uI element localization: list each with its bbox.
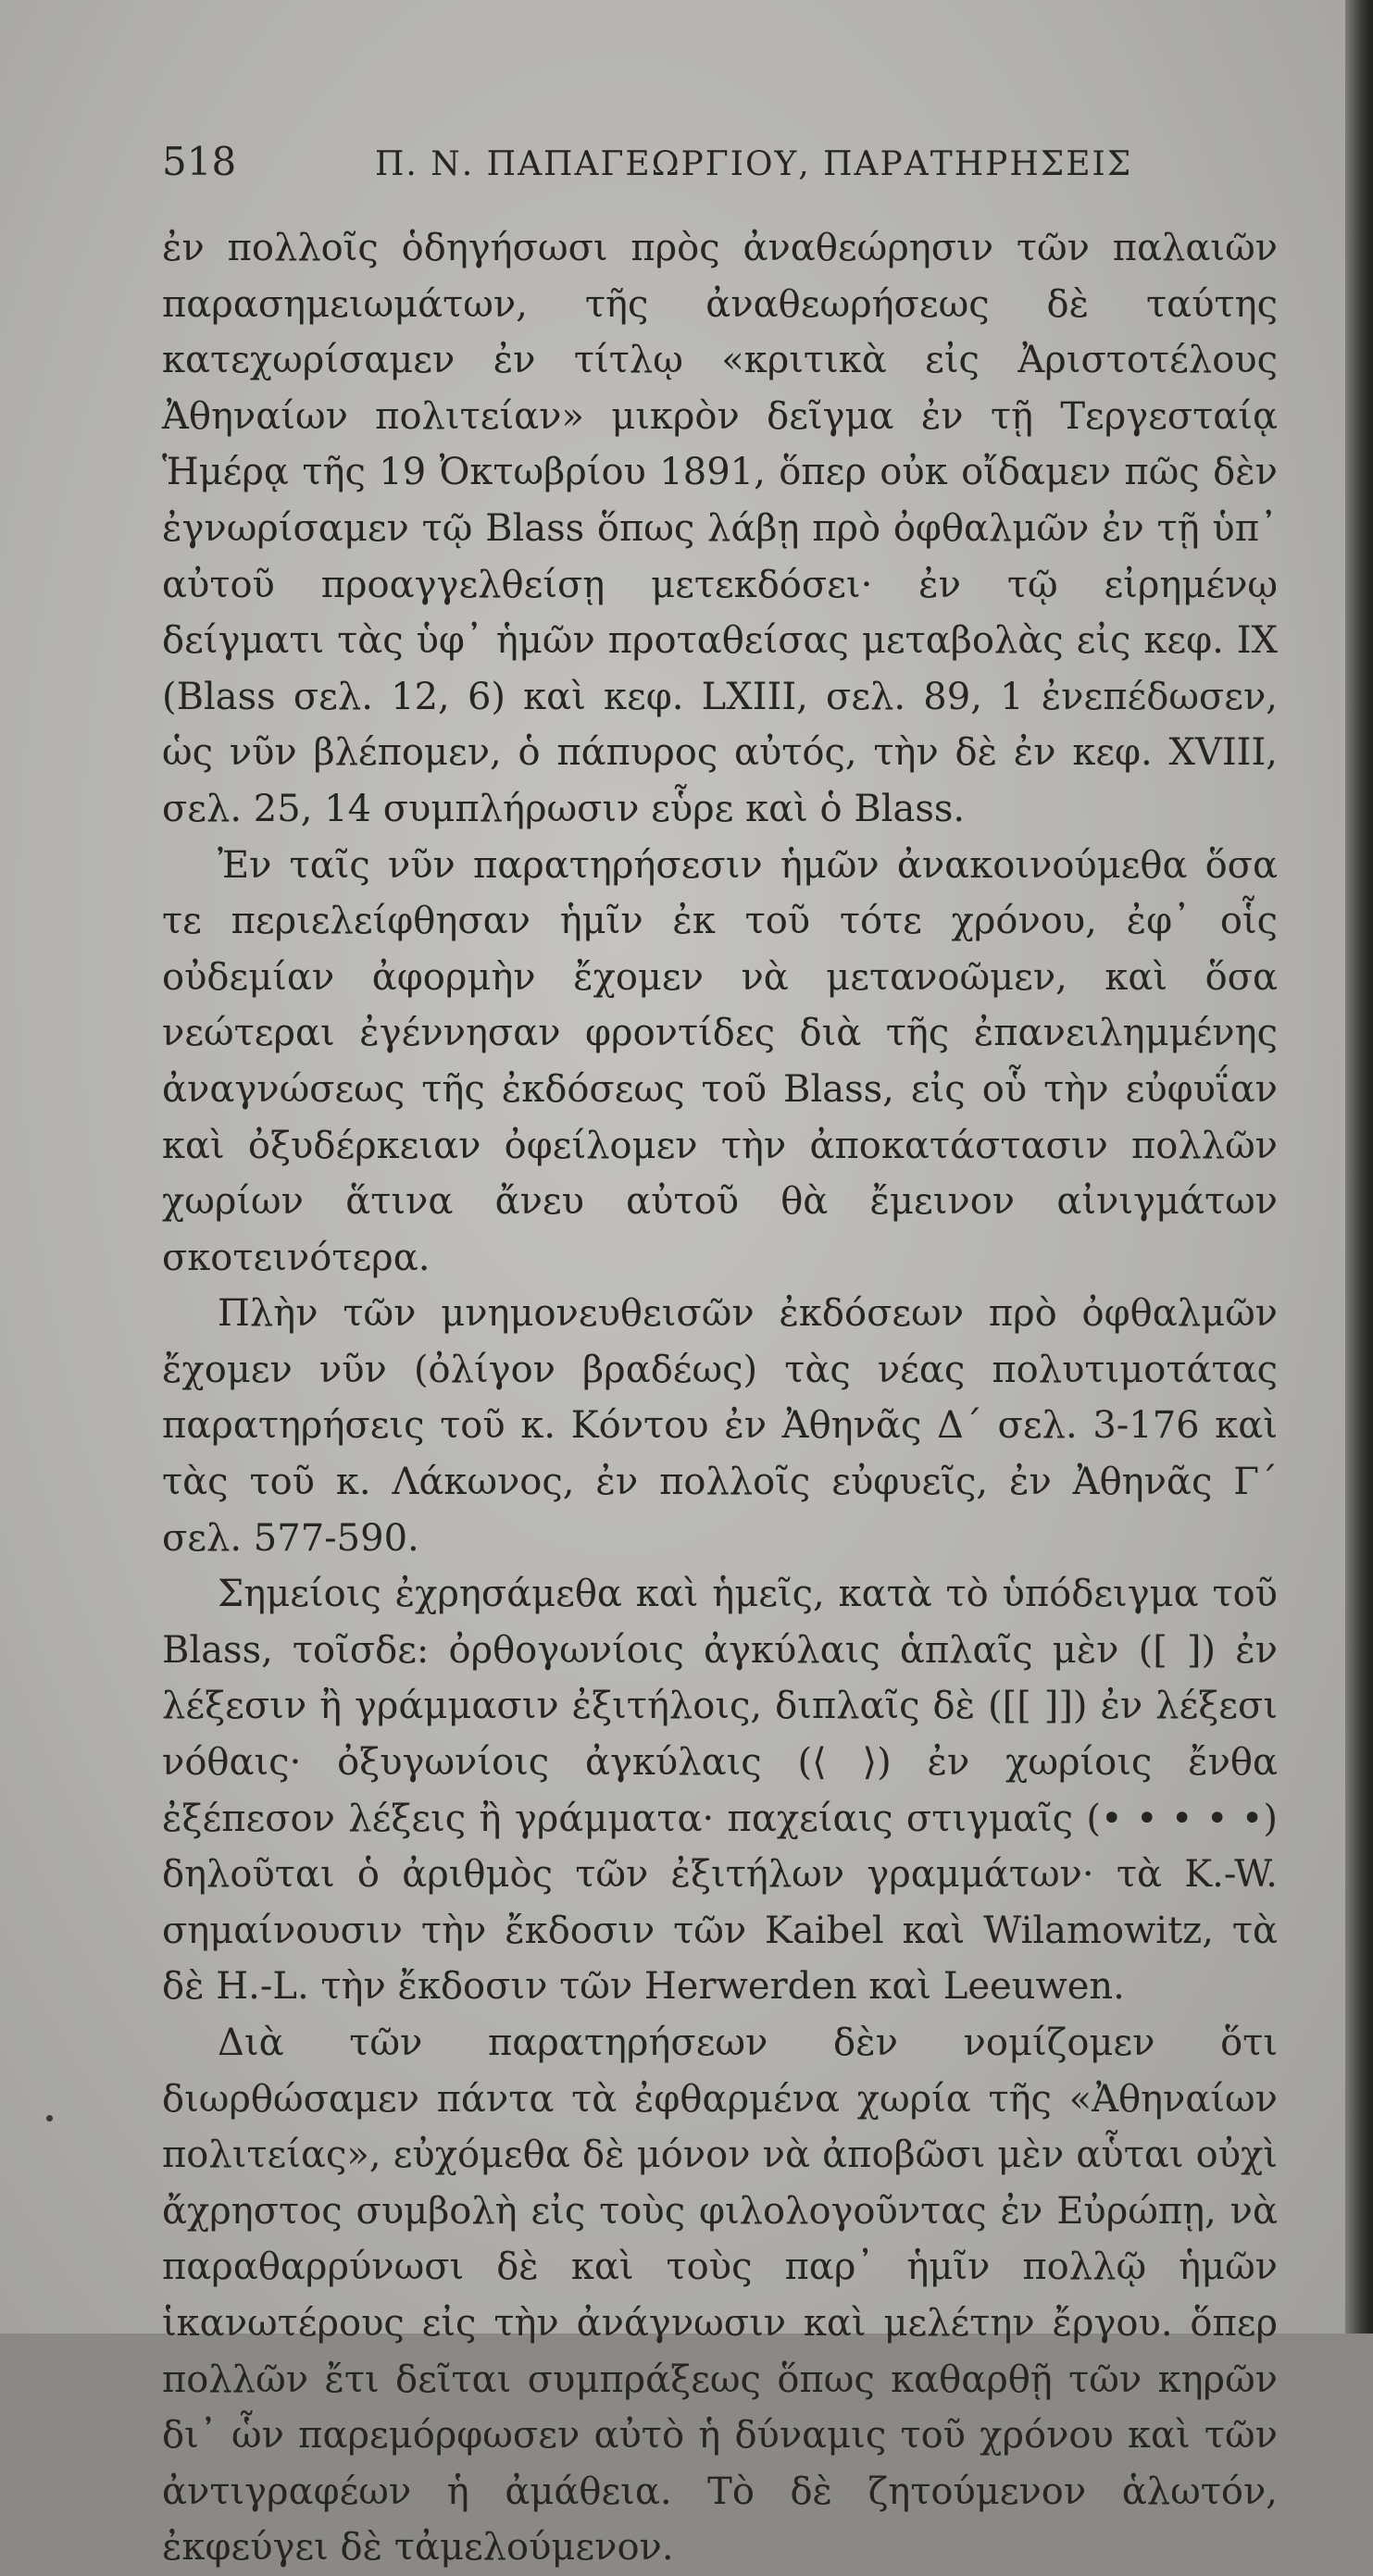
- paragraph-4: Σημείοις ἐχρησάμεθα καὶ ἡμεῖς, κατὰ τὸ ὑπόδειγμα τοῦ Blass, τοῖσδε: ὀρθογωνίοις ἀγκύλαις ἁπλαῖς μὲν ([ ]) ἐν λέξεσιν ἢ γράμμασιν ἐξιτήλοις, διπλαῖς δὲ ([[ ]]) ἐν λέξεσι νόθαις· ὀξυγωνίοις ἀγκύλαις (⟨ ⟩) ἐν χωρίοις ἔνθα ἐξέπεσον λέξεις ἢ γράμματα· παχείαις στιγμαῖς (• • • • •) δηλοῦται ὁ ἀριθμὸς τῶν ἐξιτήλων γραμμάτων· τὰ K.-W. σημαίνουσιν τὴν ἔκδοσιν τῶν Kaibel καὶ Wilamowitz, τὰ δὲ H.-L. τὴν ἔκδοσιν τῶν Herwerden καὶ Leeuwen.: [162, 1573, 1278, 2009]
- page-number: 518: [162, 139, 237, 184]
- ink-speck: [46, 2115, 53, 2122]
- paragraph-5: Διὰ τῶν παρατηρήσεων δὲν νομίζομεν ὅτι διωρθώσαμεν πάντα τὰ ἐφθαρμένα χωρία τῆς «Ἀθηναίων πολιτείας», εὐχόμεθα δὲ μόνον νὰ ἀποβῶσι μὲν αὗται οὐχὶ ἄχρηστος συμβολὴ εἰς τοὺς φιλολογοῦντας ἐν Εὐρώπῃ, νὰ παραθαρρύνωσι δὲ καὶ τοὺς παρ᾽ ἡμῖν πολλῷ ἡμῶν ἱκανωτέρους εἰς τὴν ἀνάγνωσιν καὶ μελέτην ἔργου. ὅπερ πολλῶν ἔτι δεῖται συμπράξεως ὅπως καθαρθῇ τῶν κηρῶν δι᾽ ὧν παρεμόρφωσεν αὐτὸ ἡ δύναμις τοῦ χρόνου καὶ τῶν ἀντιγραφέων ἡ ἀμάθεια. Τὸ δὲ ζητούμενον ἁλωτόν, ἐκφεύγει δὲ τἀμελούμενον.: [162, 2022, 1278, 2570]
- body-text: [162, 220, 1278, 2576]
- paragraph-2: Ἐν ταῖς νῦν παρατηρήσεσιν ἡμῶν ἀνακοινούμεθα ὅσα τε περιελείφθησαν ἡμῖν ἐκ τοῦ τότε χρόνου, ἐφ᾽ οἷς οὐδεμίαν ἀφορμὴν ἔχομεν νὰ μετανοῶμεν, καὶ ὅσα νεώτεραι ἐγέννησαν φροντίδες διὰ τῆς ἐπανειλημμένης ἀναγνώσεως τῆς ἐκδόσεως τοῦ Blass, εἰς οὗ τὴν εὐφυΐαν καὶ ὀξυδέρκειαν ὀφείλομεν τὴν ἀποκατάστασιν πολλῶν χωρίων ἅτινα ἄνευ αὐτοῦ θὰ ἔμεινον αἰνιγμάτων σκοτεινότερα.: [162, 843, 1278, 1279]
- paragraph-3: Πλὴν τῶν μνημονευθεισῶν ἐκδόσεων πρὸ ὀφθαλμῶν ἔχομεν νῦν (ὀλίγον βραδέως) τὰς νέας πολυτιμοτάτας παρατηρήσεις τοῦ κ. Κόντου ἐν Ἀθηνᾶς Δ΄ σελ. 3-176 καὶ τὰς τοῦ κ. Λάκωνος, ἐν πολλοῖς εὐφυεῖς, ἐν Ἀθηνᾶς Γ΄ σελ. 577-590.: [162, 1292, 1278, 1560]
- paragraph-1: ἐν πολλοῖς ὁδηγήσωσι πρὸς ἀναθεώρησιν τῶν παλαιῶν παρασημειωμάτων, τῆς ἀναθεωρήσεως δὲ ταύτης κατεχωρίσαμεν ἐν τίτλῳ «κριτικὰ εἰς Ἀριστοτέλους Ἀθηναίων πολιτείαν» μικρὸν δεῖγμα ἐν τῇ Τεργεσταίᾳ Ἡμέρᾳ τῆς 19 Ὀκτωβρίου 1891, ὅπερ οὐκ οἴδαμεν πῶς δὲν ἐγνωρίσαμεν τῷ Blass ὅπως λάβῃ πρὸ ὀφθαλμῶν ἐν τῇ ὑπ᾽ αὐτοῦ προαγγελθείσῃ μετεκδόσει· ἐν τῷ εἰρημένῳ δείγματι τὰς ὑφ᾽ ἡμῶν προταθείσας μεταβολὰς εἰς κεφ. IX (Blass σελ. 12, 6) καὶ κεφ. LXIII, σελ. 89, 1 ἐνεπέδωσεν, ὡς νῦν βλέπομεν, ὁ πάπυρος αὐτός, τὴν δὲ ἐν κεφ. XVIII, σελ. 25, 14 συμπλήρωσιν εὗρε καὶ ὁ Blass.: [162, 227, 1278, 830]
- running-head: Π. Ν. ΠΑΠΑΓΕΩΡΓΙΟΥ, ΠΑΡΑΤΗΡΗΣΕΙΣ: [375, 145, 1133, 183]
- book-page: [162, 139, 1278, 2576]
- book-spine-shadow: [1345, 0, 1373, 2333]
- page-header: [162, 139, 1278, 193]
